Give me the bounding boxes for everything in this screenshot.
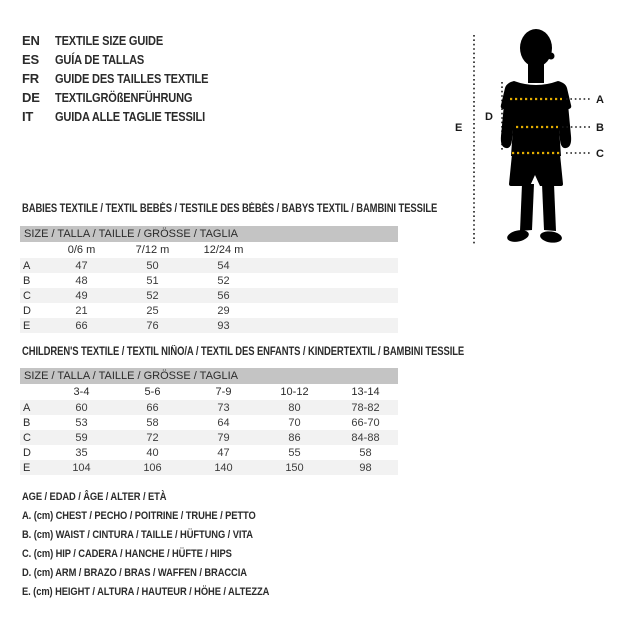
row-label: C <box>23 431 31 444</box>
legend-line-text: C. (cm) HIP / CADERA / HANCHE / HÜFTE / HIPS <box>22 548 232 560</box>
cell-value: 150 <box>285 461 304 474</box>
cell-value: 60 <box>75 401 88 414</box>
language-row <box>22 50 235 69</box>
language-label: TEXTILE SIZE GUIDE <box>55 33 164 48</box>
babies-table <box>20 226 398 333</box>
column-header: 7-9 <box>215 386 232 398</box>
children-size-header-text: SIZE / TALLA / TAILLE / GRÖSSE / TAGLIA <box>24 370 238 382</box>
column-header: 13-14 <box>351 386 380 398</box>
cell-value: 80 <box>288 401 301 414</box>
column-header: 5-6 <box>144 386 161 398</box>
cell-value: 29 <box>217 304 230 317</box>
language-label: TEXTILGRÖßENFÜHRUNG <box>55 90 193 105</box>
language-code: ES <box>22 52 39 67</box>
language-row <box>22 69 235 88</box>
babies-size-header-text: SIZE / TALLA / TAILLE / GRÖSSE / TAGLIA <box>24 228 238 240</box>
row-label: E <box>23 461 31 474</box>
column-header: 0/6 m <box>67 244 96 256</box>
cell-value: 59 <box>75 431 88 444</box>
row-label: A <box>23 259 31 272</box>
children-section-title <box>22 345 561 359</box>
cell-value: 50 <box>146 259 159 272</box>
legend-line <box>22 507 313 526</box>
legend-line-text: AGE / EDAD / ÂGE / ALTER / ETÀ <box>22 491 167 503</box>
table-row <box>20 400 398 415</box>
table-row <box>20 430 398 445</box>
row-label: C <box>23 289 31 302</box>
cell-value: 25 <box>146 304 159 317</box>
cell-value: 79 <box>217 431 230 444</box>
table-row <box>20 415 398 430</box>
label-e: E <box>455 122 463 134</box>
cell-value: 52 <box>146 289 159 302</box>
legend-line <box>22 488 313 507</box>
babies-section-title <box>22 202 528 216</box>
cell-value: 21 <box>75 304 88 317</box>
table-row <box>20 445 398 460</box>
language-row <box>22 88 235 107</box>
cell-value: 47 <box>217 446 230 459</box>
cell-value: 66 <box>146 401 159 414</box>
language-code: IT <box>22 109 34 124</box>
language-label: GUIDE DES TAILLES TEXTILE <box>55 71 209 86</box>
cell-value: 51 <box>146 274 159 287</box>
language-code: DE <box>22 90 40 105</box>
table-row <box>20 258 398 273</box>
measurement-legend <box>22 488 313 602</box>
legend-line <box>22 583 313 602</box>
label-b: B <box>596 122 604 134</box>
row-label: A <box>23 401 31 414</box>
cell-value: 48 <box>75 274 88 287</box>
column-header: 7/12 m <box>135 244 170 256</box>
cell-value: 104 <box>72 461 91 474</box>
cell-value: 93 <box>217 319 230 332</box>
cell-value: 66-70 <box>351 416 380 429</box>
column-header: 3-4 <box>73 386 90 398</box>
legend-line <box>22 526 313 545</box>
cell-value: 58 <box>359 446 372 459</box>
cell-value: 72 <box>146 431 159 444</box>
table-header-row <box>20 242 398 258</box>
label-c: C <box>596 148 604 160</box>
table-row <box>20 288 398 303</box>
cell-value: 40 <box>146 446 159 459</box>
children-size-header-bar <box>20 368 398 384</box>
cell-value: 66 <box>75 319 88 332</box>
row-label: B <box>23 274 31 287</box>
cell-value: 35 <box>75 446 88 459</box>
table-row <box>20 303 398 318</box>
cell-value: 47 <box>75 259 88 272</box>
language-code: FR <box>22 71 39 86</box>
children-table <box>20 368 398 475</box>
legend-line-text: A. (cm) CHEST / PECHO / POITRINE / TRUHE / PETTO <box>22 510 256 522</box>
row-label: D <box>23 304 31 317</box>
language-list <box>22 31 235 126</box>
row-label: E <box>23 319 31 332</box>
row-label: B <box>23 416 31 429</box>
cell-value: 64 <box>217 416 230 429</box>
babies-title-text: BABIES TEXTILE / TEXTIL BEBÉS / TESTILE DES BÉBÉS / BABYS TEXTIL / BAMBINI TESSILE <box>22 203 438 215</box>
label-a: A <box>596 94 604 106</box>
language-row <box>22 107 235 126</box>
cell-value: 53 <box>75 416 88 429</box>
column-header: 12/24 m <box>203 244 244 256</box>
cell-value: 84-88 <box>351 431 380 444</box>
language-code: EN <box>22 33 40 48</box>
table-row <box>20 318 398 333</box>
legend-line-text: B. (cm) WAIST / CINTURA / TAILLE / HÜFTUNG / VITA <box>22 529 253 541</box>
language-label: GUIDA ALLE TAGLIE TESSILI <box>55 109 206 124</box>
cell-value: 73 <box>217 401 230 414</box>
children-title-text: CHILDREN'S TEXTILE / TEXTIL NIÑO/A / TEXTIL DES ENFANTS / KINDERTEXTIL / BAMBINI TESSILE <box>22 346 465 358</box>
column-header: 10-12 <box>280 386 309 398</box>
legend-line <box>22 564 313 583</box>
cell-value: 140 <box>214 461 233 474</box>
cell-value: 86 <box>288 431 301 444</box>
cell-value: 49 <box>75 289 88 302</box>
label-d: D <box>485 111 493 123</box>
cell-value: 54 <box>217 259 230 272</box>
cell-value: 52 <box>217 274 230 287</box>
language-row <box>22 31 235 50</box>
cell-value: 56 <box>217 289 230 302</box>
cell-value: 78-82 <box>351 401 380 414</box>
legend-line-text: E. (cm) HEIGHT / ALTURA / HAUTEUR / HÖHE / ALTEZZA <box>22 586 270 598</box>
language-label: GUÍA DE TALLAS <box>55 52 145 67</box>
legend-line-text: D. (cm) ARM / BRAZO / BRAS / WAFFEN / BRACCIA <box>22 567 247 579</box>
cell-value: 98 <box>359 461 372 474</box>
row-label: D <box>23 446 31 459</box>
cell-value: 70 <box>288 416 301 429</box>
table-row <box>20 273 398 288</box>
legend-line <box>22 545 313 564</box>
babies-size-header-bar <box>20 226 398 242</box>
cell-value: 55 <box>288 446 301 459</box>
table-row <box>20 460 398 475</box>
cell-value: 58 <box>146 416 159 429</box>
table-header-row <box>20 384 398 400</box>
cell-value: 76 <box>146 319 159 332</box>
cell-value: 106 <box>143 461 162 474</box>
